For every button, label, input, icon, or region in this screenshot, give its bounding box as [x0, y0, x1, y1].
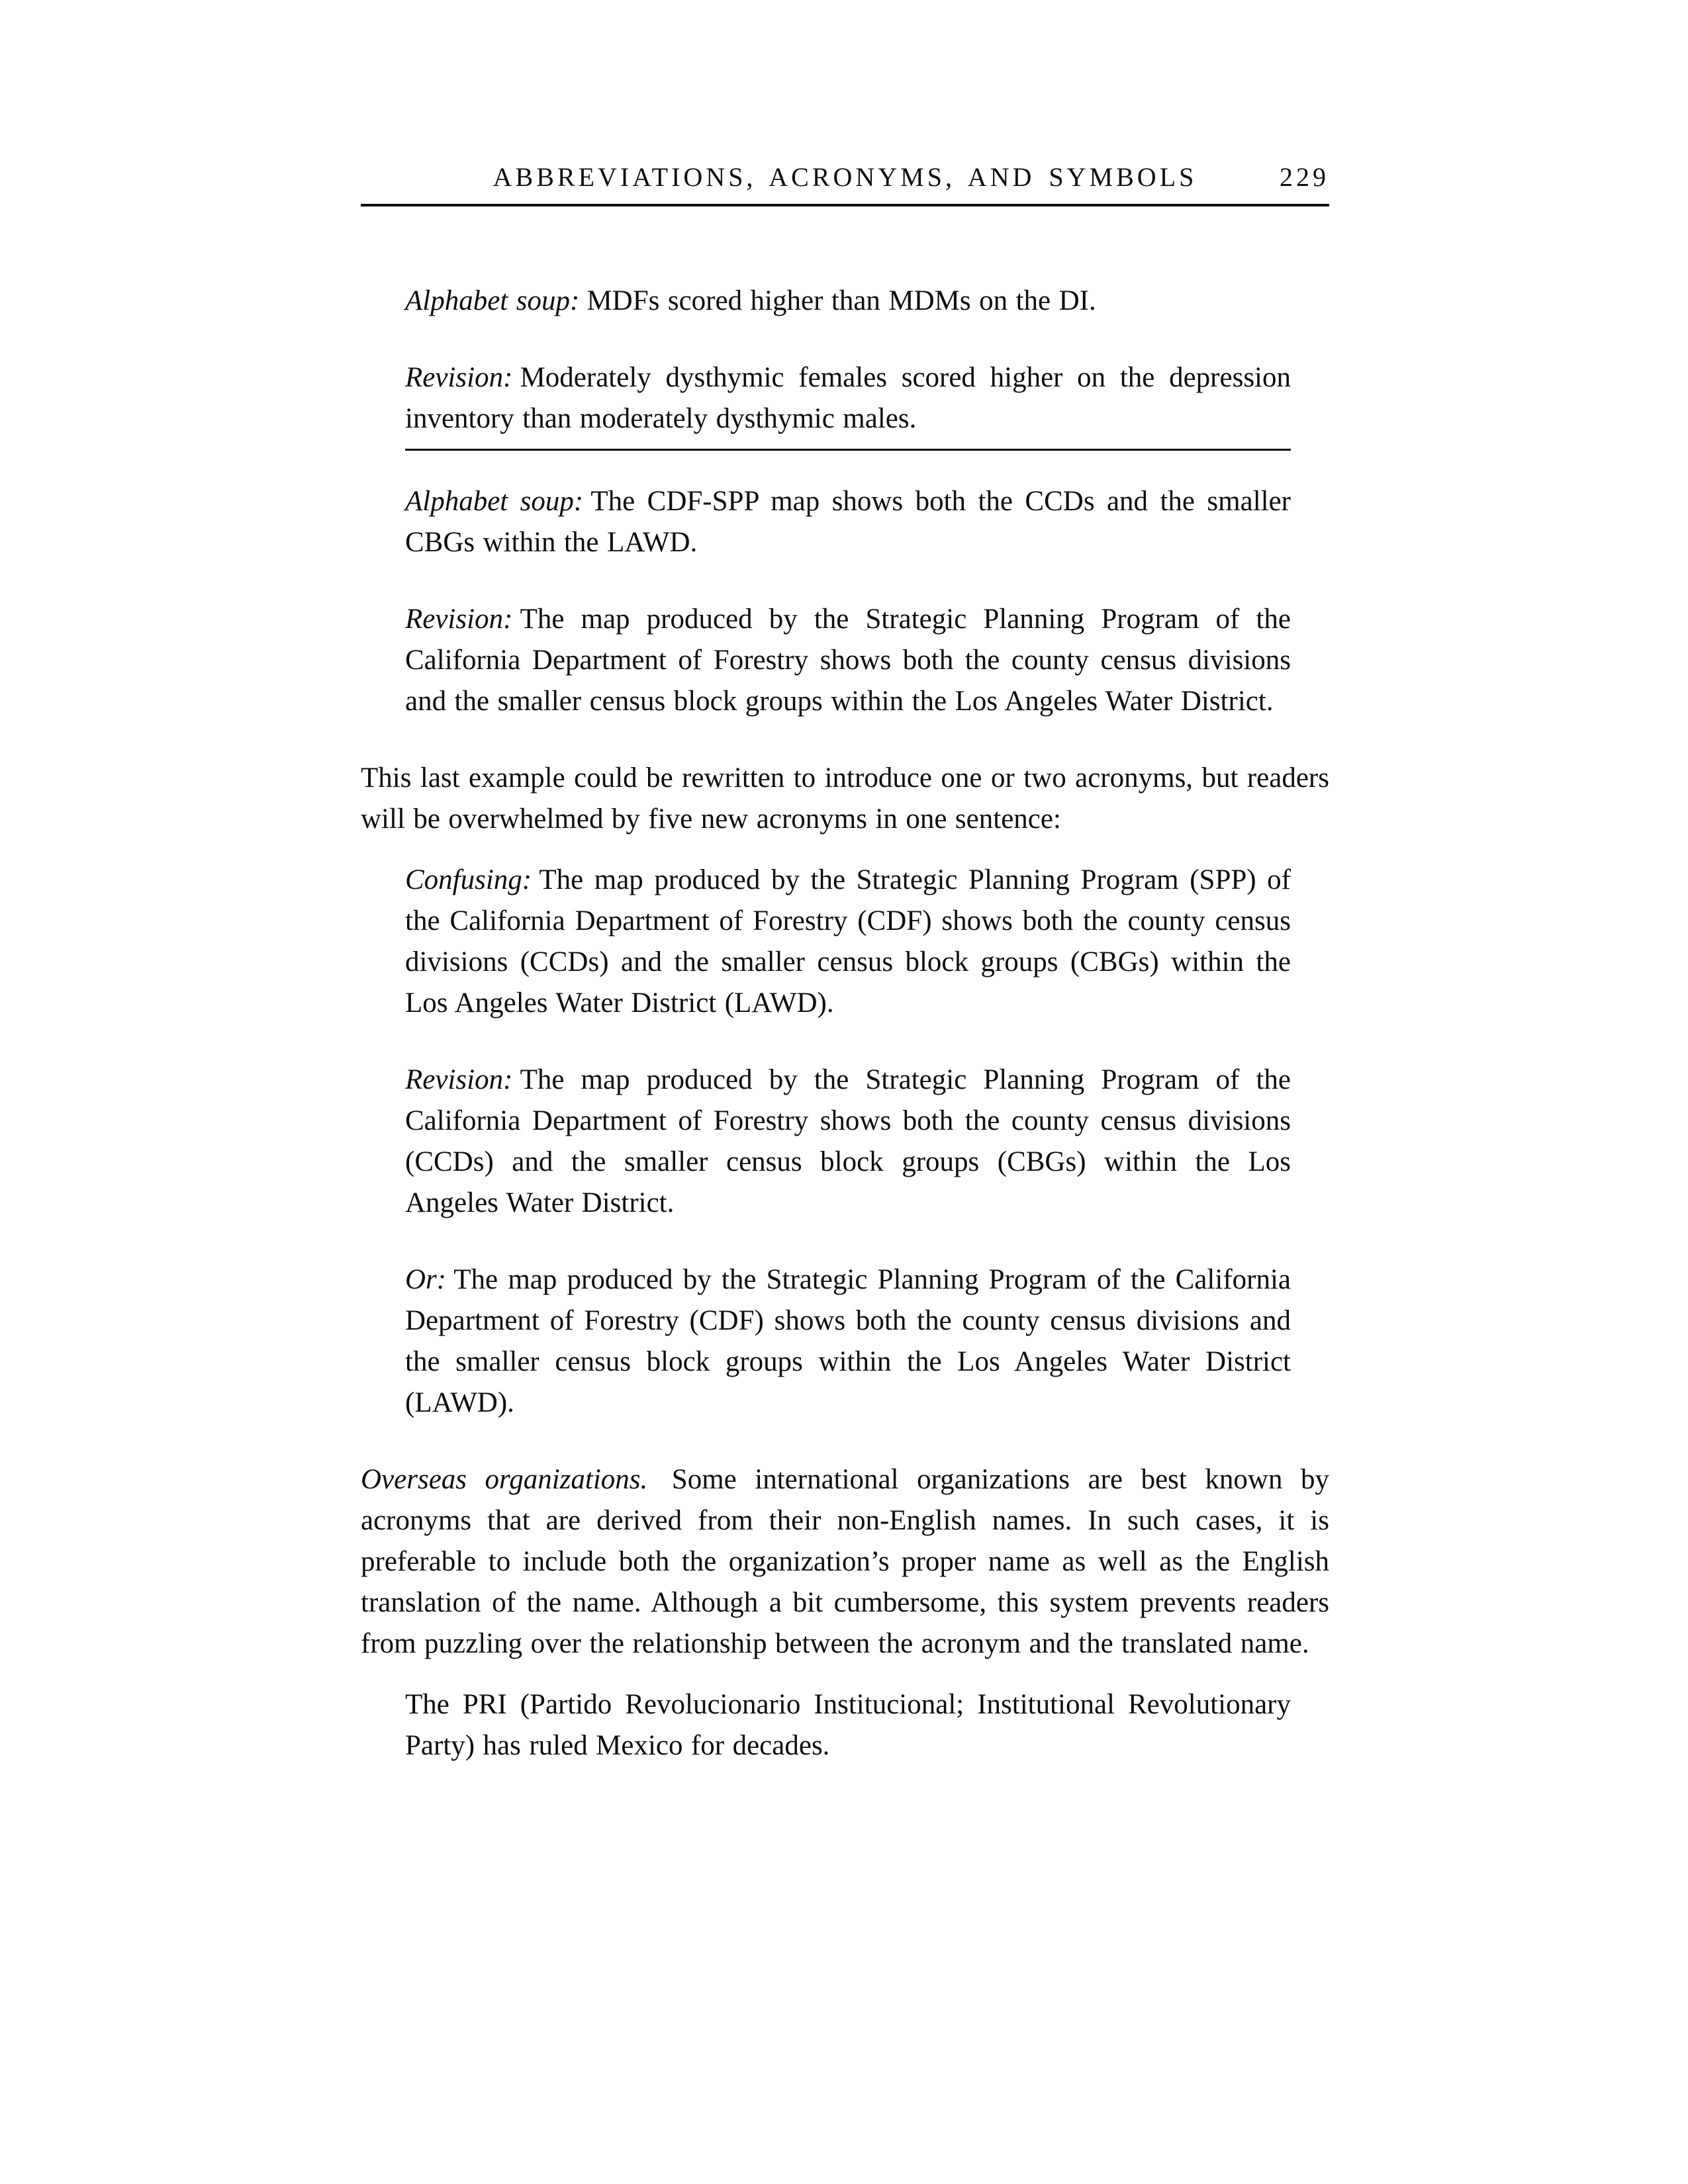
example-text: The map produced by the Strategic Planning Program of the California Department of Forestry (CDF) shows both the county census divisions and the smaller census block groups within the Los Angeles Water District (LAWD).	[405, 1264, 1291, 1418]
example-lead: Alphabet soup:	[405, 486, 584, 517]
example-alphabet-soup-2	[405, 481, 1291, 563]
example-pri	[405, 1684, 1291, 1766]
page-number: 229	[1280, 162, 1329, 192]
example-lead: Or:	[405, 1264, 447, 1295]
example-lead: Revision:	[405, 362, 513, 393]
running-head-title: ABBREVIATIONS, ACRONYMS, AND SYMBOLS	[492, 162, 1197, 192]
example-revision-3	[405, 1060, 1291, 1224]
page-content	[361, 161, 1329, 1802]
example-text: Moderately dysthymic females scored higher on the depression inventory than moderately dysthymic males.	[405, 362, 1291, 434]
example-text: The PRI (Partido Revolucionario Institucional; Institutional Revolutionary Party) has ruled Mexico for decades.	[405, 1689, 1291, 1761]
example-lead: Revision:	[405, 1064, 513, 1095]
paragraph-overseas-organizations	[361, 1459, 1329, 1664]
body-lead: Overseas organizations.	[361, 1464, 648, 1495]
example-revision-2	[405, 599, 1291, 722]
example-confusing	[405, 860, 1291, 1024]
section-divider	[405, 449, 1291, 451]
running-head	[361, 161, 1329, 206]
example-text: The map produced by the Strategic Planning Program of the California Department of Forestry shows both the county census divisions and the smaller census block groups within the Los Angeles Water District.	[405, 604, 1291, 717]
example-alphabet-soup-1	[405, 281, 1291, 322]
body-text: Some international organizations are best known by acronyms that are derived from their non-English names. In such cases, it is preferable to include both the organization’s proper name as well as the English translation of the name. Although a bit cumbersome, this system prevents readers from puzzling over the relationship between the acronym and the translated name.	[361, 1464, 1329, 1659]
example-lead: Revision:	[405, 604, 513, 635]
example-or	[405, 1259, 1291, 1424]
paragraph-intro	[361, 758, 1329, 840]
example-text: The CDF-SPP map shows both the CCDs and the smaller CBGs within the LAWD.	[405, 486, 1291, 558]
body-text: This last example could be rewritten to introduce one or two acronyms, but readers will be overwhelmed by five new acronyms in one sentence:	[361, 762, 1329, 835]
example-lead: Confusing:	[405, 864, 532, 895]
example-revision-1	[405, 357, 1291, 439]
example-text: MDFs scored higher than MDMs on the DI.	[586, 285, 1096, 316]
example-text: The map produced by the Strategic Planning Program of the California Department of Forestry shows both the county census divisions (CCDs) and the smaller census block groups (CBGs) within the Los Angeles Water District.	[405, 1064, 1291, 1218]
example-text: The map produced by the Strategic Planning Program (SPP) of the California Department of Forestry (CDF) shows both the county census divisions (CCDs) and the smaller census block groups (CBGs) within the Los Angeles Water District (LAWD).	[405, 864, 1291, 1019]
example-lead: Alphabet soup:	[405, 285, 580, 316]
